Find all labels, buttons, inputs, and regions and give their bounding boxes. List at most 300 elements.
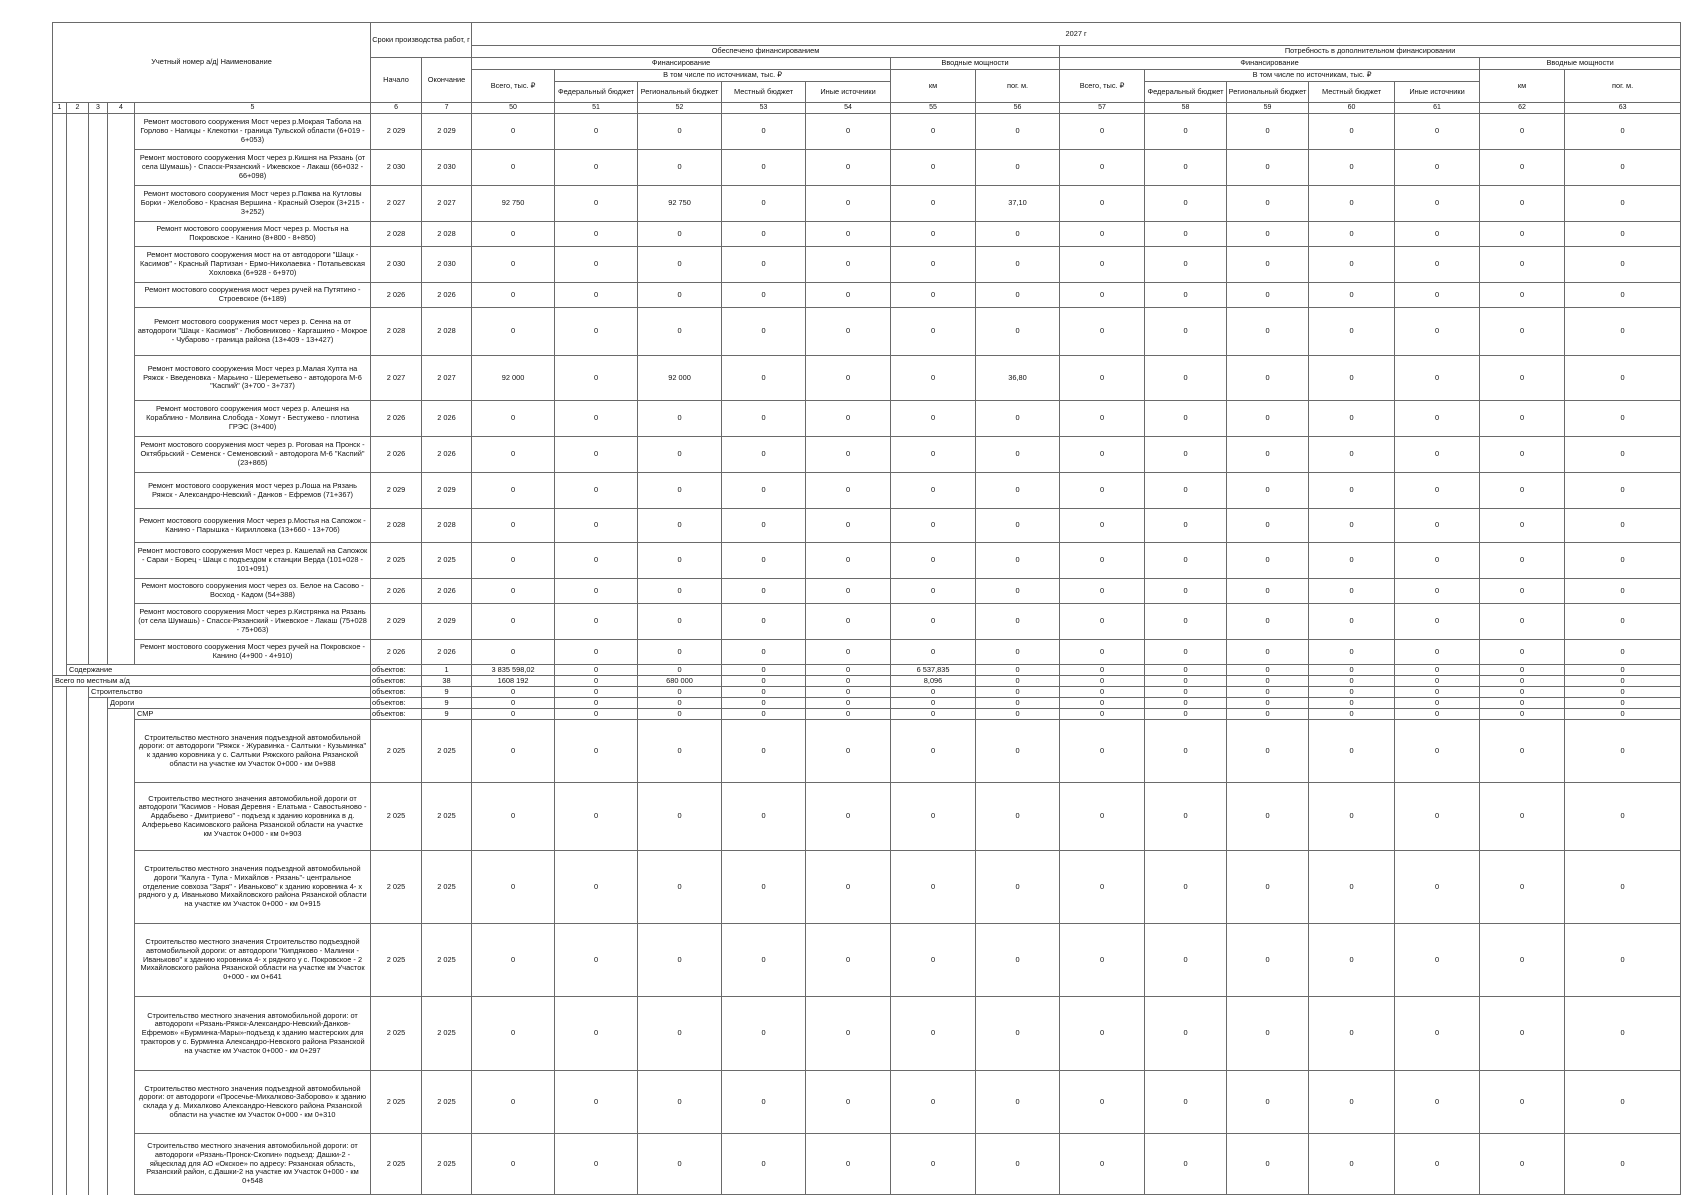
column-number-row xyxy=(53,103,1681,114)
summary-count: 9 xyxy=(422,709,472,720)
object-name: Ремонт мостового сооружения мост через р. Алешня на Кораблино - Молвина Слобода - Хомут - Бестужево - плотина ГРЭС (3+400) xyxy=(135,401,371,437)
value-cell: 0 xyxy=(638,150,722,186)
table-row xyxy=(53,509,1681,543)
value-cell: 0 xyxy=(555,579,638,604)
value-cell: 0 xyxy=(555,924,638,997)
indent-cell xyxy=(53,579,67,604)
value-cell: 0 xyxy=(555,356,638,401)
value-cell: 0 xyxy=(1309,1134,1395,1195)
object-name: Ремонт мостового сооружения Мост через р.Пожва на Кутловы Борки - Желобово - Красная Вершина - Красный Озерок (3+215 - 3+252) xyxy=(135,186,371,222)
value-cell: 0 xyxy=(722,283,806,308)
value-cell: 0 xyxy=(472,1134,555,1195)
header-financing-secured: Финансирование xyxy=(472,58,891,70)
object-name: Ремонт мостового сооружения Мост через р.Мостья на Сапожок - Канино - Парышка - Кирилловка (13+660 - 13+706) xyxy=(135,509,371,543)
value-cell: 0 xyxy=(891,1071,976,1134)
value-cell: 0 xyxy=(1060,1071,1145,1134)
summary-row xyxy=(53,698,1681,709)
indent-cell xyxy=(53,222,67,247)
table-row xyxy=(53,222,1681,247)
value-cell: 0 xyxy=(722,924,806,997)
value-cell: 0 xyxy=(1060,924,1145,997)
value-cell: 0 xyxy=(722,437,806,473)
value-cell: 0 xyxy=(1309,401,1395,437)
value-cell: 0 xyxy=(638,222,722,247)
header-local-need: Местный бюджет xyxy=(1309,82,1395,103)
value-cell: 0 xyxy=(638,783,722,851)
summary-value: 0 xyxy=(638,698,722,709)
value-cell: 0 xyxy=(1565,247,1681,283)
summary-value: 0 xyxy=(1145,698,1227,709)
summary-value: 0 xyxy=(1227,698,1309,709)
value-cell: 0 xyxy=(722,997,806,1071)
column-number: 52 xyxy=(638,103,722,114)
indent-cell xyxy=(108,308,135,356)
value-cell: 0 xyxy=(1565,1071,1681,1134)
indent-cell xyxy=(108,640,135,665)
summary-value: 0 xyxy=(1227,665,1309,676)
value-cell: 0 xyxy=(976,473,1060,509)
object-name: Ремонт мостового сооружения Мост через р.Малая Хупта на Ряжск - Введеновка - Марьино - Шереметьево - автодорога М-6 "Каспий" (3+700 - 3+737) xyxy=(135,356,371,401)
value-cell: 0 xyxy=(891,437,976,473)
value-cell: 0 xyxy=(1395,924,1480,997)
end-year: 2 025 xyxy=(422,543,472,579)
table-row xyxy=(53,114,1681,150)
value-cell: 0 xyxy=(1480,283,1565,308)
indent-cell xyxy=(67,687,89,698)
value-cell: 92 000 xyxy=(472,356,555,401)
column-number: 3 xyxy=(89,103,108,114)
header-local-secured: Местный бюджет xyxy=(722,82,806,103)
summary-value: 0 xyxy=(1395,687,1480,698)
header-sources-secured: В том числе по источникам, тыс. ₽ xyxy=(555,70,891,82)
object-name: Строительство местного значения подъездной автомобильной дороги: от автодороги «Просечье-Михалково-Заборово» к зданию склада у д. Михалково Александро-Невского района Рязанской области на участке км Участок 0+000 - км 0+310 xyxy=(135,1071,371,1134)
value-cell: 0 xyxy=(891,579,976,604)
column-number: 4 xyxy=(108,103,135,114)
table-row xyxy=(53,924,1681,997)
value-cell: 0 xyxy=(1145,640,1227,665)
value-cell: 0 xyxy=(472,579,555,604)
value-cell: 0 xyxy=(555,720,638,783)
value-cell: 0 xyxy=(1565,924,1681,997)
value-cell: 0 xyxy=(555,473,638,509)
indent-cell xyxy=(108,720,135,783)
indent-cell xyxy=(89,997,108,1071)
value-cell: 0 xyxy=(1145,720,1227,783)
indent-cell xyxy=(67,222,89,247)
value-cell: 0 xyxy=(1060,186,1145,222)
column-number: 62 xyxy=(1480,103,1565,114)
column-number: 60 xyxy=(1309,103,1395,114)
value-cell: 0 xyxy=(555,222,638,247)
value-cell: 0 xyxy=(1227,473,1309,509)
value-cell: 0 xyxy=(1395,222,1480,247)
summary-value: 0 xyxy=(1480,698,1565,709)
value-cell: 0 xyxy=(1227,720,1309,783)
summary-value: 3 835 598,02 xyxy=(472,665,555,676)
indent-cell xyxy=(89,543,108,579)
value-cell: 0 xyxy=(976,283,1060,308)
value-cell: 0 xyxy=(722,1134,806,1195)
value-cell: 0 xyxy=(806,543,891,579)
end-year: 2 025 xyxy=(422,924,472,997)
end-year: 2 025 xyxy=(422,851,472,924)
summary-value: 0 xyxy=(1145,676,1227,687)
value-cell: 0 xyxy=(806,783,891,851)
value-cell: 0 xyxy=(891,114,976,150)
indent-cell xyxy=(89,186,108,222)
indent-cell xyxy=(89,1071,108,1134)
value-cell: 0 xyxy=(722,1071,806,1134)
summary-unit: объектов: xyxy=(371,687,422,698)
summary-value: 0 xyxy=(1565,709,1681,720)
value-cell: 37,10 xyxy=(976,186,1060,222)
value-cell: 0 xyxy=(555,247,638,283)
start-year: 2 030 xyxy=(371,247,422,283)
value-cell: 0 xyxy=(891,997,976,1071)
value-cell: 0 xyxy=(891,720,976,783)
indent-cell xyxy=(53,687,67,698)
summary-unit: объектов: xyxy=(371,676,422,687)
value-cell: 0 xyxy=(638,640,722,665)
indent-cell xyxy=(89,783,108,851)
value-cell: 0 xyxy=(1395,308,1480,356)
value-cell: 0 xyxy=(806,604,891,640)
value-cell: 0 xyxy=(472,401,555,437)
value-cell: 0 xyxy=(1145,509,1227,543)
column-number: 50 xyxy=(472,103,555,114)
indent-cell xyxy=(53,720,67,783)
value-cell: 0 xyxy=(1060,222,1145,247)
summary-value: 0 xyxy=(1480,676,1565,687)
indent-cell xyxy=(89,579,108,604)
value-cell: 0 xyxy=(1395,579,1480,604)
value-cell: 0 xyxy=(555,851,638,924)
value-cell: 0 xyxy=(638,924,722,997)
value-cell: 0 xyxy=(1480,543,1565,579)
table-row xyxy=(53,1134,1681,1195)
value-cell: 0 xyxy=(891,247,976,283)
column-number: 61 xyxy=(1395,103,1480,114)
value-cell: 0 xyxy=(472,1071,555,1134)
column-number: 51 xyxy=(555,103,638,114)
value-cell: 0 xyxy=(976,150,1060,186)
value-cell: 0 xyxy=(1565,1134,1681,1195)
indent-cell xyxy=(67,579,89,604)
value-cell: 0 xyxy=(722,509,806,543)
start-year: 2 026 xyxy=(371,579,422,604)
indent-cell xyxy=(53,783,67,851)
indent-cell xyxy=(53,186,67,222)
summary-value: 0 xyxy=(1309,665,1395,676)
value-cell: 0 xyxy=(638,114,722,150)
column-number: 63 xyxy=(1565,103,1681,114)
value-cell: 0 xyxy=(1145,604,1227,640)
start-year: 2 028 xyxy=(371,308,422,356)
object-name: Строительство местного значения автомобильной дороги: от автодороги «Рязань-Пронск-Скопин» подъезд: Дашки-2 - яйцесклад для АО «Окское» по адресу: Рязанская область, Рязанский район, с.Дашки-2 на участке км Участок 0+000 - км 0+548 xyxy=(135,1134,371,1195)
value-cell: 0 xyxy=(1565,851,1681,924)
value-cell: 0 xyxy=(891,356,976,401)
value-cell: 0 xyxy=(722,604,806,640)
value-cell: 0 xyxy=(1480,114,1565,150)
header-regional-secured: Региональный бюджет xyxy=(638,82,722,103)
value-cell: 0 xyxy=(1309,997,1395,1071)
summary-value: 0 xyxy=(976,698,1060,709)
value-cell: 0 xyxy=(1480,851,1565,924)
summary-value: 8,096 xyxy=(891,676,976,687)
value-cell: 0 xyxy=(1309,114,1395,150)
value-cell: 0 xyxy=(1060,114,1145,150)
value-cell: 0 xyxy=(976,401,1060,437)
value-cell: 0 xyxy=(722,720,806,783)
summary-value: 0 xyxy=(1395,676,1480,687)
value-cell: 0 xyxy=(1060,356,1145,401)
start-year: 2 025 xyxy=(371,997,422,1071)
value-cell: 0 xyxy=(638,401,722,437)
value-cell: 0 xyxy=(1565,222,1681,247)
indent-cell xyxy=(67,150,89,186)
summary-label: СМР xyxy=(135,709,371,720)
value-cell: 92 750 xyxy=(638,186,722,222)
value-cell: 0 xyxy=(722,247,806,283)
value-cell: 0 xyxy=(1227,783,1309,851)
indent-cell xyxy=(89,604,108,640)
value-cell: 0 xyxy=(1395,997,1480,1071)
summary-value: 0 xyxy=(1060,709,1145,720)
value-cell: 0 xyxy=(1145,401,1227,437)
summary-value: 0 xyxy=(891,698,976,709)
value-cell: 0 xyxy=(472,283,555,308)
end-year: 2 026 xyxy=(422,401,472,437)
header-km-need: км xyxy=(1480,70,1565,103)
summary-count: 9 xyxy=(422,698,472,709)
value-cell: 0 xyxy=(1309,543,1395,579)
value-cell: 0 xyxy=(472,720,555,783)
value-cell: 0 xyxy=(1145,1071,1227,1134)
value-cell: 0 xyxy=(1060,720,1145,783)
table-row xyxy=(53,401,1681,437)
summary-value: 0 xyxy=(1480,665,1565,676)
indent-cell xyxy=(53,924,67,997)
summary-count: 38 xyxy=(422,676,472,687)
end-year: 2 028 xyxy=(422,308,472,356)
indent-cell xyxy=(108,114,135,150)
object-name: Ремонт мостового сооружения Мост через р. Кашелай на Сапожок - Сараи - Борец - Шацк с подъездом к станции Верда (101+028 - 101+091) xyxy=(135,543,371,579)
indent-cell xyxy=(108,543,135,579)
value-cell: 0 xyxy=(1227,924,1309,997)
value-cell: 0 xyxy=(806,473,891,509)
financing-table xyxy=(52,22,1681,1195)
value-cell: 0 xyxy=(1227,437,1309,473)
value-cell: 0 xyxy=(1145,247,1227,283)
column-number: 1 xyxy=(53,103,67,114)
start-year: 2 025 xyxy=(371,1071,422,1134)
value-cell: 0 xyxy=(472,509,555,543)
value-cell: 0 xyxy=(976,222,1060,247)
value-cell: 0 xyxy=(1145,543,1227,579)
value-cell: 0 xyxy=(1227,356,1309,401)
value-cell: 0 xyxy=(1060,543,1145,579)
indent-cell xyxy=(108,604,135,640)
indent-cell xyxy=(89,640,108,665)
value-cell: 0 xyxy=(1309,437,1395,473)
value-cell: 0 xyxy=(1565,308,1681,356)
indent-cell xyxy=(67,308,89,356)
indent-cell xyxy=(89,720,108,783)
value-cell: 0 xyxy=(1060,783,1145,851)
summary-unit: объектов: xyxy=(371,665,422,676)
value-cell: 0 xyxy=(1309,579,1395,604)
indent-cell xyxy=(108,401,135,437)
value-cell: 0 xyxy=(1145,1134,1227,1195)
value-cell: 0 xyxy=(976,1071,1060,1134)
indent-cell xyxy=(67,698,89,709)
start-year: 2 026 xyxy=(371,437,422,473)
value-cell: 0 xyxy=(976,851,1060,924)
value-cell: 0 xyxy=(806,640,891,665)
indent-cell xyxy=(67,401,89,437)
indent-cell xyxy=(108,924,135,997)
end-year: 2 026 xyxy=(422,640,472,665)
value-cell: 0 xyxy=(1227,283,1309,308)
header-other-need: Иные источники xyxy=(1395,82,1480,103)
value-cell: 0 xyxy=(1565,997,1681,1071)
start-year: 2 025 xyxy=(371,924,422,997)
value-cell: 0 xyxy=(638,283,722,308)
value-cell: 0 xyxy=(472,308,555,356)
indent-cell xyxy=(53,709,67,720)
value-cell: 0 xyxy=(1480,720,1565,783)
value-cell: 0 xyxy=(638,1134,722,1195)
summary-value: 0 xyxy=(1565,665,1681,676)
spreadsheet-page xyxy=(52,22,1670,1195)
value-cell: 0 xyxy=(806,150,891,186)
value-cell: 0 xyxy=(722,150,806,186)
end-year: 2 025 xyxy=(422,1071,472,1134)
value-cell: 0 xyxy=(806,356,891,401)
value-cell: 0 xyxy=(1480,222,1565,247)
indent-cell xyxy=(67,114,89,150)
value-cell: 0 xyxy=(1395,401,1480,437)
summary-value: 0 xyxy=(722,687,806,698)
summary-value: 0 xyxy=(555,676,638,687)
value-cell: 0 xyxy=(806,851,891,924)
value-cell: 0 xyxy=(976,579,1060,604)
value-cell: 0 xyxy=(976,783,1060,851)
value-cell: 0 xyxy=(638,473,722,509)
value-cell: 0 xyxy=(976,247,1060,283)
value-cell: 0 xyxy=(722,543,806,579)
table-row xyxy=(53,579,1681,604)
value-cell: 0 xyxy=(472,473,555,509)
indent-cell xyxy=(53,150,67,186)
value-cell: 0 xyxy=(555,640,638,665)
summary-value: 680 000 xyxy=(638,676,722,687)
value-cell: 0 xyxy=(1565,579,1681,604)
summary-value: 0 xyxy=(722,665,806,676)
summary-value: 1608 192 xyxy=(472,676,555,687)
summary-value: 0 xyxy=(472,698,555,709)
value-cell: 0 xyxy=(976,997,1060,1071)
value-cell: 0 xyxy=(1565,186,1681,222)
summary-value: 0 xyxy=(1145,687,1227,698)
summary-value: 0 xyxy=(1227,687,1309,698)
value-cell: 0 xyxy=(472,222,555,247)
indent-cell xyxy=(89,709,108,720)
summary-value: 0 xyxy=(722,676,806,687)
indent-cell xyxy=(108,356,135,401)
value-cell: 0 xyxy=(1227,543,1309,579)
summary-label: Дороги xyxy=(108,698,371,709)
end-year: 2 029 xyxy=(422,473,472,509)
value-cell: 0 xyxy=(1145,473,1227,509)
value-cell: 0 xyxy=(976,543,1060,579)
start-year: 2 027 xyxy=(371,186,422,222)
value-cell: 0 xyxy=(555,543,638,579)
value-cell: 0 xyxy=(1309,720,1395,783)
value-cell: 0 xyxy=(891,283,976,308)
table-row xyxy=(53,997,1681,1071)
value-cell: 0 xyxy=(722,114,806,150)
indent-cell xyxy=(108,579,135,604)
value-cell: 0 xyxy=(806,283,891,308)
indent-cell xyxy=(67,851,89,924)
start-year: 2 029 xyxy=(371,604,422,640)
indent-cell xyxy=(53,247,67,283)
value-cell: 0 xyxy=(976,114,1060,150)
value-cell: 0 xyxy=(1565,356,1681,401)
value-cell: 0 xyxy=(1480,1134,1565,1195)
table-row xyxy=(53,604,1681,640)
indent-cell xyxy=(53,604,67,640)
value-cell: 0 xyxy=(891,401,976,437)
object-name: Ремонт мостового сооружения мост через ручей на Путятино - Строевское (6+189) xyxy=(135,283,371,308)
start-year: 2 026 xyxy=(371,283,422,308)
value-cell: 0 xyxy=(1565,543,1681,579)
summary-value: 0 xyxy=(472,687,555,698)
indent-cell xyxy=(89,401,108,437)
indent-cell xyxy=(108,851,135,924)
value-cell: 0 xyxy=(976,604,1060,640)
value-cell: 0 xyxy=(1565,437,1681,473)
value-cell: 0 xyxy=(638,604,722,640)
value-cell: 0 xyxy=(1480,579,1565,604)
value-cell: 0 xyxy=(806,1071,891,1134)
object-name: Ремонт мостового сооружения мост через р. Роговая на Пронск - Октябрьский - Семенск - Семеновский - автодорога М-6 "Каспий" (23+865) xyxy=(135,437,371,473)
header-year: 2027 г xyxy=(472,23,1681,46)
summary-label: Строительство xyxy=(89,687,371,698)
value-cell: 0 xyxy=(472,437,555,473)
header-federal-need: Федеральный бюджет xyxy=(1145,82,1227,103)
value-cell: 0 xyxy=(1309,640,1395,665)
column-number: 55 xyxy=(891,103,976,114)
value-cell: 0 xyxy=(891,543,976,579)
summary-value: 0 xyxy=(1060,687,1145,698)
table-row xyxy=(53,851,1681,924)
header-km-secured: км xyxy=(891,70,976,103)
value-cell: 0 xyxy=(891,640,976,665)
value-cell: 0 xyxy=(976,640,1060,665)
value-cell: 0 xyxy=(1060,247,1145,283)
summary-label: Всего по местным а/д xyxy=(53,676,371,687)
indent-cell xyxy=(67,1071,89,1134)
indent-cell xyxy=(89,222,108,247)
indent-cell xyxy=(67,543,89,579)
value-cell: 0 xyxy=(638,308,722,356)
value-cell: 0 xyxy=(1565,720,1681,783)
value-cell: 0 xyxy=(1565,783,1681,851)
value-cell: 0 xyxy=(1145,437,1227,473)
indent-cell xyxy=(108,283,135,308)
